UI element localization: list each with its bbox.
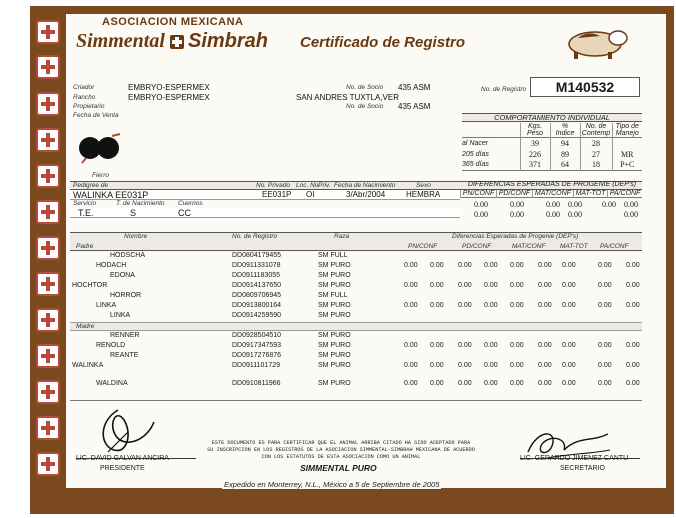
ancestor-dep-value: 0.00: [430, 342, 444, 349]
simmental-cross-icon: [36, 272, 60, 296]
ancestor-raza: SM PURO: [318, 342, 351, 349]
simmental-cross-icon: [36, 164, 60, 188]
ancestor-dep-value: 0.00: [404, 362, 418, 369]
page-title: Certificado de Registro: [300, 34, 466, 51]
sexo-value: HEMBRA: [406, 190, 441, 199]
comp-cell: 371: [520, 160, 550, 171]
simmental-cross-icon: [36, 236, 60, 260]
comp-cell: 18: [580, 160, 612, 171]
comp-table: [462, 123, 642, 171]
gen-h-raza: Raza: [334, 233, 350, 240]
ancestor-name: RENOLD: [96, 342, 126, 349]
ancestor-registro: DD0911183055: [232, 272, 281, 279]
dep-top-v: 0.00: [510, 210, 524, 219]
statement-line: SU INSCRIPCION EN LOS REGISTROS DE LA ASOCIACION SIMMENTAL-SIMBRAH MEXICANA DE ACUERDO: [207, 447, 475, 453]
socio-label: No. de Socio: [346, 84, 384, 91]
ancestor-name: HODSCHA: [110, 252, 146, 259]
ancestor-dep-value: 0.00: [430, 302, 444, 309]
ancestor-dep-value: 0.00: [484, 362, 498, 369]
dep-top-h: PD/CONF: [496, 190, 532, 198]
ancestor-name: WALDINA: [96, 380, 128, 387]
ancestor-dep-value: 0.00: [430, 282, 444, 289]
ancestor-raza: SM PURO: [318, 380, 351, 387]
ancestor-registro: DD0911331078: [232, 262, 281, 269]
dep-top-v: 0.00: [624, 210, 638, 219]
madre-band: [70, 322, 642, 331]
dep-top-h: PA/CONF: [608, 190, 642, 198]
ancestor-dep-value: 0.00: [404, 342, 418, 349]
comp-cell: P+C: [612, 160, 642, 171]
comp-row: [462, 149, 642, 160]
ancestor-name: REANTE: [110, 352, 139, 359]
comp-h-manejo: Tipo de: [612, 123, 642, 130]
registro-label: No. de Registro: [481, 86, 527, 93]
ancestor-dep-value: 0.00: [562, 282, 576, 289]
ancestor-dep-value: 0.00: [404, 282, 418, 289]
comp-h2-manejo: Manejo: [612, 130, 642, 138]
gen-h-registro: No. de Registro: [232, 233, 278, 240]
comp-cell: [612, 138, 642, 149]
ciudad-value: SAN ANDRES TUXTLA,VER: [296, 93, 399, 102]
brand-simbrah: Simbrah: [188, 30, 269, 52]
ancestor-registro: DD0911101729: [232, 362, 281, 369]
dep-top-v: 0.00: [546, 200, 560, 209]
gen-dep-title: Diferencias Esperadas de Progenie (DEP's): [452, 233, 579, 240]
dep-top-h: MAT-TOT: [573, 190, 607, 198]
fierro-label: Fierro: [92, 172, 109, 179]
ancestor-dep-value: 0.00: [562, 380, 576, 387]
ancestor-dep-value: 0.00: [404, 380, 418, 387]
ancestor-registro: DD0809706945: [232, 292, 282, 299]
privado-value: EE031P: [262, 190, 292, 199]
privado-label: No. Privado: [256, 182, 290, 189]
simmental-cross-icon: [36, 380, 60, 404]
ancestor-raza: SM PURO: [318, 272, 351, 279]
ancestor-registro: DD0928504510: [232, 332, 282, 339]
ancestor-raza: SM PURO: [318, 362, 351, 369]
ancestor-dep-value: 0.00: [626, 362, 640, 369]
tnac-label: T. de Nacimiento: [116, 200, 165, 207]
simmental-cross-icon: [36, 55, 60, 79]
ancestor-name: LINKA: [110, 312, 131, 319]
statement-line: ESTE DOCUMENTO ES PARA CERTIFICAR QUE EL ANIMAL ARRIBA CITADO HA SIDO ACEPTADO PARA: [211, 440, 471, 446]
ancestor-registro: DD0914137650: [232, 282, 282, 289]
ancestor-registro: DD0913800164: [232, 302, 282, 309]
loc-label: Loc. No.: [296, 182, 321, 189]
simmental-cross-icon: [36, 344, 60, 368]
dep-top-v: 0.00: [568, 210, 582, 219]
sexo-label: Sexo: [416, 182, 431, 189]
simmental-cross-icon: [36, 128, 60, 152]
ancestor-raza: SM PURO: [318, 262, 351, 269]
ancestor-dep-value: 0.00: [562, 302, 576, 309]
gen-dep-h: MAT/CONF: [512, 243, 546, 250]
dep-top-v: 0.00: [510, 200, 524, 209]
comp-cell: 27: [580, 149, 612, 160]
ancestor-raza: SM FULL: [318, 292, 348, 299]
gen-dep-h: PN/CONF: [408, 243, 438, 250]
ancestor-dep-value: 0.00: [562, 362, 576, 369]
gen-dep-h: PA/CONF: [600, 243, 629, 250]
socio-value: 435 ASM: [398, 83, 431, 92]
servicio-label: Servicio: [73, 200, 97, 207]
ancestor-name: LINKA: [96, 302, 117, 309]
comp-h-indice: %: [550, 123, 580, 130]
dep-top-v: 0.00: [546, 210, 560, 219]
tnac-value: S: [130, 208, 137, 218]
ancestor-dep-value: 0.00: [626, 262, 640, 269]
comp-h2-peso: Peso: [520, 130, 550, 138]
dep-top-v: 0.00: [474, 200, 488, 209]
cuernos-value: CC: [178, 208, 191, 218]
ancestor-dep-value: 0.00: [430, 380, 444, 387]
dep-top-h: MAT/CONF: [532, 190, 573, 198]
dep-top-title: DIFERENCIAS ESPERADAS DE PROGENIE (DEP's): [467, 181, 637, 188]
ancestor-dep-value: 0.00: [484, 262, 498, 269]
signature-left: [88, 402, 168, 458]
ancestor-dep-value: 0.00: [598, 282, 612, 289]
pedigree-label: Pedigree de: [73, 182, 109, 189]
ancestor-name: RENNER: [110, 332, 140, 339]
padre-label: Padre: [76, 243, 94, 250]
ancestor-name: HOCHTOR: [72, 282, 108, 289]
rancho-label: Rancho: [73, 94, 96, 101]
comp-cell: MR: [612, 149, 642, 160]
fecha-nac-value: 3/Abr/2004: [346, 190, 386, 199]
ancestor-registro: DD0910811966: [232, 380, 281, 387]
sig-left-role: PRESIDENTE: [100, 465, 145, 472]
ancestor-name: WALINKA: [72, 362, 104, 369]
registro-value: M140532: [530, 77, 640, 97]
expedido: Expedido en Monterrey, N.L., México a 5 de Septiembre de 2005: [224, 480, 440, 489]
comp-h-contemp: No. de: [580, 123, 612, 130]
ancestor-dep-value: 0.00: [484, 282, 498, 289]
comp-h2-contemp: Contemp: [581, 130, 611, 137]
comp-h2-indice: Indice: [550, 130, 580, 138]
ancestor-dep-value: 0.00: [484, 342, 498, 349]
comp-h-peso: Kgs.: [520, 123, 550, 130]
ancestor-dep-value: 0.00: [510, 362, 524, 369]
brand-cross-icon: [170, 35, 184, 49]
ancestor-registro: DD0914259590: [232, 312, 282, 319]
ancestor-dep-value: 0.00: [430, 262, 444, 269]
ancestor-dep-value: 0.00: [458, 302, 472, 309]
bottom-border: [30, 488, 674, 514]
simmental-cross-icon: [36, 200, 60, 224]
dep-top-v: 0.00: [624, 200, 638, 209]
ancestor-dep-value: 0.00: [626, 282, 640, 289]
ancestor-name: HORROR: [110, 292, 142, 299]
gen-h-nombre: Nombre: [124, 233, 148, 240]
ancestor-dep-value: 0.00: [538, 362, 552, 369]
dep-top-table: [460, 190, 642, 198]
ancestor-dep-value: 0.00: [538, 282, 552, 289]
socio-label-2: No. de Socio: [346, 103, 384, 110]
org-line: ASOCIACION MEXICANA: [102, 16, 244, 28]
priv-label: Priv.: [318, 182, 331, 189]
ancestor-dep-value: 0.00: [458, 342, 472, 349]
comp-row-label: 205 días: [462, 150, 489, 158]
ancestor-dep-value: 0.00: [458, 282, 472, 289]
dep-top-v: 0.00: [474, 210, 488, 219]
ancestor-dep-value: 0.00: [626, 302, 640, 309]
ancestor-raza: SM PURO: [318, 332, 351, 339]
comp-cell: 39: [520, 138, 550, 149]
ancestor-dep-value: 0.00: [562, 262, 576, 269]
ancestor-dep-value: 0.00: [598, 342, 612, 349]
animal-name: WALINKA EE031P: [73, 190, 149, 200]
ancestor-raza: SM PURO: [318, 302, 351, 309]
ancestor-dep-value: 0.00: [484, 302, 498, 309]
comp-row-label: 365 días: [462, 161, 489, 169]
ancestor-raza: SM PURO: [318, 352, 351, 359]
fierro-brand-icon: [76, 132, 122, 164]
comp-cell: 89: [550, 149, 580, 160]
ancestor-raza: SM PURO: [318, 312, 351, 319]
dep-top-v: 0.00: [568, 200, 582, 209]
cattle-icon: [560, 22, 630, 60]
statement: [188, 440, 494, 461]
ancestor-registro: DD0917347593: [232, 342, 282, 349]
dep-top-v: 0.00: [602, 200, 616, 209]
cuernos-label: Cuernos: [178, 200, 203, 207]
servicio-row-band: [70, 208, 460, 218]
ancestor-dep-value: 0.00: [458, 380, 472, 387]
comp-row-label: al Nacer: [462, 139, 489, 147]
gen-dep-h: MAT-TOT: [560, 243, 588, 250]
ancestor-raza: SM FULL: [318, 252, 348, 259]
comp-cell: 64: [550, 160, 580, 171]
ancestor-dep-value: 0.00: [404, 302, 418, 309]
ancestor-dep-value: 0.00: [598, 302, 612, 309]
ancestor-dep-value: 0.00: [510, 342, 524, 349]
madre-label: Madre: [76, 323, 95, 330]
ancestor-dep-value: 0.00: [510, 380, 524, 387]
comp-title: COMPORTAMIENTO INDIVIDUAL: [462, 113, 642, 122]
ancestor-dep-value: 0.00: [404, 262, 418, 269]
ancestor-dep-value: 0.00: [510, 282, 524, 289]
ancestor-dep-value: 0.00: [538, 302, 552, 309]
sig-left-name: LIC. DAVID GALVAN ANCIRA: [76, 455, 169, 462]
criador-value: EMBRYO-ESPERMEX: [128, 83, 210, 92]
fecha-nac-label: Fecha de Nacimiento: [334, 182, 396, 189]
ancestor-registro: DD0804179455: [232, 252, 282, 259]
rancho-value: EMBRYO-ESPERMEX: [128, 93, 210, 102]
breed-value: SIMMENTAL PURO: [300, 463, 377, 473]
ancestor-dep-value: 0.00: [598, 262, 612, 269]
dep-top-values: [460, 200, 642, 220]
simmental-cross-icon: [36, 416, 60, 440]
ancestor-dep-value: 0.00: [430, 362, 444, 369]
right-border: [666, 6, 674, 514]
gen-dep-h: PD/CONF: [462, 243, 492, 250]
ancestor-dep-value: 0.00: [626, 342, 640, 349]
comp-cell: 28: [580, 138, 612, 149]
ancestor-dep-value: 0.00: [538, 262, 552, 269]
ancestor-dep-value: 0.00: [598, 380, 612, 387]
simmental-cross-icon: [36, 308, 60, 332]
ancestor-dep-value: 0.00: [458, 262, 472, 269]
loc-value: OI: [306, 190, 315, 199]
gen-bottom-rule: [70, 400, 642, 401]
comp-row: [462, 138, 642, 149]
servicio-value: T.E.: [78, 208, 94, 218]
ancestor-dep-value: 0.00: [538, 380, 552, 387]
propietario-label: Propietario: [73, 103, 105, 110]
socio-value-2: 435 ASM: [398, 102, 431, 111]
ancestor-name: HODACH: [96, 262, 127, 269]
sig-right-role: SECRETARIO: [560, 465, 605, 472]
ancestor-registro: DD0917276876: [232, 352, 282, 359]
ancestor-dep-value: 0.00: [510, 262, 524, 269]
ancestor-dep-value: 0.00: [562, 342, 576, 349]
ancestor-raza: SM PURO: [318, 282, 351, 289]
simmental-cross-icon: [36, 92, 60, 116]
ancestor-dep-value: 0.00: [538, 342, 552, 349]
simmental-cross-icon: [36, 20, 60, 44]
comp-cell: 226: [520, 149, 550, 160]
ancestor-name: EDONA: [110, 272, 135, 279]
ancestor-dep-value: 0.00: [484, 380, 498, 387]
comp-cell: 94: [550, 138, 580, 149]
statement-line: CON LOS ESTATUTOS DE ESTA ASOCIACION COMO UN ANIMAL: [261, 454, 421, 460]
top-border: [30, 6, 674, 14]
fecha-venta-label: Fecha de Venta: [73, 112, 119, 119]
simmental-cross-icon: [36, 452, 60, 476]
gen-subheader-band: [70, 242, 642, 251]
criador-label: Criador: [73, 84, 95, 91]
brand-simmental: Simmental: [76, 30, 165, 52]
sig-right-name: LIC. GERARDO JIMENEZ CANTU: [520, 455, 629, 462]
ancestor-dep-value: 0.00: [458, 362, 472, 369]
ancestor-dep-value: 0.00: [626, 380, 640, 387]
dep-top-h: PN/CONF: [461, 190, 497, 198]
ancestor-dep-value: 0.00: [598, 362, 612, 369]
ancestor-dep-value: 0.00: [510, 302, 524, 309]
comp-row: [462, 160, 642, 171]
